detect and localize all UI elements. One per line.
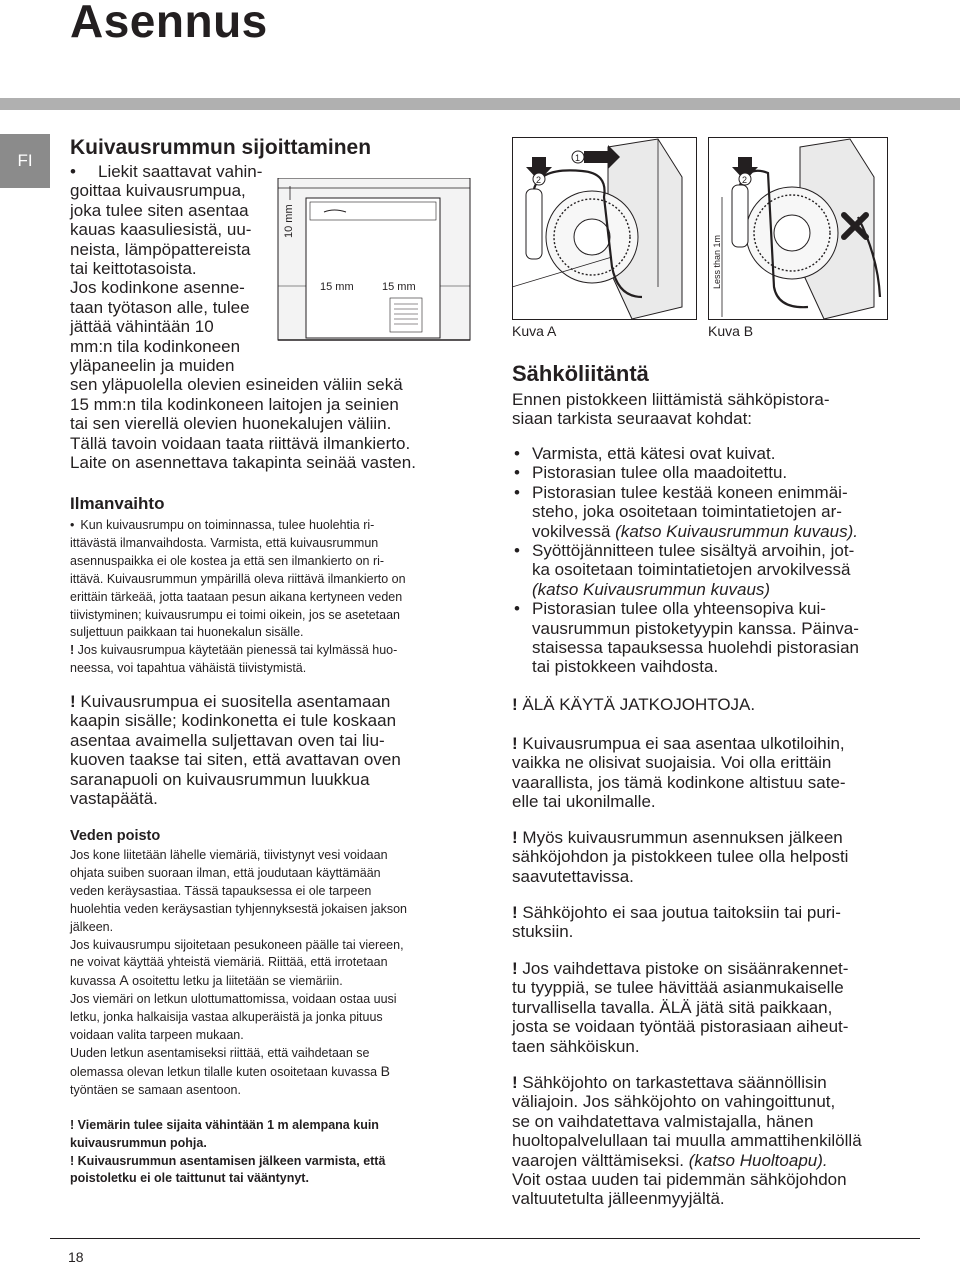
checklist-item: • Pistorasian tulee olla yhteensopiva kui- vausrummun pistoketyypin kanssa. Päinva- staisessa tapauksessa huolehdi pistorasian tai pistokkeen vaihdosta. (512, 599, 922, 677)
placement-line: Liekit saattavat vahin- (98, 162, 263, 181)
placement-line: yläpaneelin ja muiden (70, 356, 235, 376)
warning-mark: ! (512, 695, 518, 714)
gap-left-label: 15 mm (320, 281, 354, 293)
cabinet-warning-line: asentaa avaimella suljettavan oven tai liu- (70, 730, 385, 750)
drain-line: veden keräysastiaa. Tässä tapauksessa ei ole tarpeen (70, 883, 372, 898)
drain-note-line: Viemärin tulee sijaita vähintään 1 m alempana kuin (77, 1117, 379, 1132)
drain-note-line: Kuivausrummun asentamisen jälkeen varmista, että (77, 1153, 386, 1168)
drain-line: osoitettu letku ja liitetään se viemäriin. (132, 974, 343, 989)
ventilation-line: Jos kuivausrumpua käytetään pienessä tai kylmässä huo- (77, 643, 398, 658)
electric-intro-line: siaan tarkista seuraavat kohdat: (512, 409, 753, 429)
placement-line: kauas kaasuliesistä, uu- (70, 220, 252, 240)
page-title: Asennus (70, 0, 268, 47)
section-heading-electric: Sähköliitäntä (512, 361, 649, 386)
placement-text (70, 162, 470, 473)
marker-1: 1 (575, 153, 581, 163)
footer-rule (50, 1238, 920, 1239)
checklist-item: • Pistorasian tulee olla maadoitettu. (512, 463, 922, 482)
ventilation-line: ittävästä ilmanvaihdosta. Varmista, että kuivausrummun (70, 535, 379, 550)
electric-intro-line: Ennen pistokkeen liittämistä sähköpistora- (512, 390, 830, 409)
electric-warning: ! Kuivausrumpua ei saa asentaa ulkotiloihin, vaikka ne olisivat suojaisia. Voi olla erittäin vaarallista, jos tämä kodinkone altistuu sate- elle tai ukonilmalle. (512, 734, 846, 812)
checklist-item: • Syöttöjännitteen tulee sisältyä arvoihin, jot- ka osoitetaan toimintatietojen arvokilvessä (katso Kuivausrummun kuvaus) (512, 541, 922, 599)
ventilation-line: Kun kuivausrumpu on toiminnassa, tulee huolehtia ri- (80, 518, 375, 532)
checklist-item: • Pistorasian tulee kestää koneen enimmäi- steho, joka osoitetaan toimintatietojen ar- vokilvessä (katso Kuivausrummun kuvaus). (512, 483, 922, 541)
electric-intro (512, 390, 912, 429)
figure-b (708, 137, 888, 320)
figure-ref-b: B (380, 1062, 390, 1079)
placement-line: Laite on asennettava takapinta seinää vasten. (70, 453, 416, 473)
gap-top-label: 10 mm (283, 204, 295, 238)
ventilation-text: • Kun kuivausrumpu on toiminnassa, tulee huolehtia ri- ittävästä ilmanvaihdosta. Varmista, että kuivausrummun asennuspaikka ei ole kostea ja että sen ilmankierto on ri- ittävä. Kuivausrummun ympärillä oleva riittävä ilmankierto on erittäin tärkeää, jotta taataan pesun aikana kertyneen veden tiivistyminen; kuivausrumpu ei toimi oikein, jos se asetetaan suljettuun paikkaan tai huonekalun sisälle. ! Jos kuivausrumpua käytetään pienessä tai kylmässä huo- neessa, voi tapahtua vähäistä tiivistymistä. (70, 517, 480, 678)
ventilation-line: asennuspaikka ei ole kostea ja että sen ilmankierto on ri- (70, 553, 385, 568)
placement-line: tai keittotasoista. (70, 259, 197, 279)
drain-line: Jos viemäri on letkun ulottumattomissa, voidaan ostaa uusi (70, 992, 397, 1007)
figure-ref-a: A (119, 972, 129, 989)
marker-2: 2 (536, 175, 542, 185)
drain-note-line: kuivausrummun pohja. (70, 1135, 207, 1150)
cabinet-warning (70, 692, 490, 808)
page-number: 18 (68, 1249, 84, 1265)
placement-line: mm:n tila kodinkoneen (70, 336, 241, 356)
warning-mark: ! (70, 692, 76, 711)
cabinet-warning-line: kuoven taakse tai siten, että avattavan oven (70, 750, 401, 770)
warning-mark: ! (70, 1117, 75, 1132)
cabinet-warning-line: vastapäätä. (70, 789, 158, 809)
cabinet-warning-line: Kuivausrumpua ei suositella asentamaan (80, 692, 391, 711)
ventilation-line: ittävä. Kuivausrummun ympärillä oleva riittävä ilmankierto on (70, 571, 406, 586)
placement-line: taan työtason alle, tulee (70, 297, 250, 317)
drain-line: ne voivat käyttää yhteistä viemäriä. Riittää, että irrotetaan (70, 955, 388, 970)
placement-line: 15 mm:n tila kodinkoneen laitojen ja seinien (70, 394, 399, 414)
placement-line: joka tulee siten asentaa (70, 200, 249, 220)
warning-mark: ! (70, 1153, 75, 1168)
header-rule (0, 98, 960, 110)
drain-line: Jos kone liitetään lähelle viemäriä, tiivistynyt vesi voidaan (70, 848, 388, 862)
drain-line: olemassa olevan letkun tilalle kuten osoitetaan kuvassa (70, 1064, 378, 1079)
figure-b-caption: Kuva B (708, 323, 754, 339)
section-heading-drain: Veden poisto (70, 828, 161, 844)
figure-a-caption: Kuva A (512, 323, 557, 339)
drain-line: Jos kuivausrumpu sijoitetaan pesukoneen päälle tai viereen, (70, 937, 404, 952)
drain-text (70, 847, 480, 1188)
warning-mark: ! (512, 734, 518, 753)
placement-line: Jos kodinkone asenne- (70, 278, 245, 298)
cabinet-warning-line: kaapin sisälle; kodinkonetta ei tule koskaan (70, 711, 397, 731)
warning-mark: ! (512, 903, 518, 922)
electric-warning: ! ÄLÄ KÄYTÄ JATKOJOHTOJA. (512, 695, 756, 714)
warning-mark: ! (512, 1073, 518, 1092)
electric-warning: ! Sähköjohto on tarkastettava säännöllisin väliajoin. Jos sähköjohto on vahingoittunut, se on vaihdatettava valmistajalla, hänen huoltopalvelullaan tai muulla ammattihenkilöllä vaarojen välttämiseksi. (katso Huoltoapu). Voit ostaa uuden tai pidemmän sähköjohdon valtuutetulta jälleenmyyjältä. (512, 1073, 862, 1209)
ventilation-line: erittäin tärkeää, jotta taataan pesun aikana kertyneen veden (70, 589, 403, 604)
checklist-item: • Varmista, että kätesi ovat kuivat. (512, 444, 922, 463)
warning-mark: ! (512, 828, 518, 847)
placement-line: tai sen vierellä olevien huonekalujen väliin. (70, 414, 392, 434)
drain-line: ohjata suiben suoraan ilman, että joudutaan käyttämään (70, 865, 381, 880)
warning-mark: ! (70, 643, 75, 658)
warning-mark: ! (512, 959, 518, 978)
drain-line: letku, jonka halkaisija vastaa alkuperäistä ja jonka pituus (70, 1010, 383, 1025)
section-heading-placement: Kuivausrummun sijoittaminen (70, 136, 372, 159)
electric-warning: ! Jos vaihdettava pistoke on sisäänrakennet- tu tyyppiä, se tulee hävittää asianmukaiselle turvallisella tavalla. ÄLÄ jätä sitä paikkaan, josta se voidaan työntää pistorasiaan aiheut- taen sähköiskun. (512, 959, 849, 1056)
electric-checklist (512, 444, 922, 677)
drain-note-line: poistoletku ei ole taittunut tai vääntynyt. (70, 1171, 309, 1186)
drain-line: Uuden letkun asentamiseksi riittää, että vaihdetaan se (70, 1045, 370, 1060)
distance-note: Less than 1m (712, 234, 722, 289)
placement-line: neista, lämpöpattereista (70, 239, 251, 259)
drain-line: kuvassa (70, 974, 116, 989)
ventilation-line: suljettuun paikkaan tai huonekalun sisälle. (70, 625, 304, 640)
drain-line: jälkeen. (70, 919, 114, 934)
placement-line: goittaa kuivausrumpua, (70, 181, 246, 201)
ventilation-line: neessa, voi tapahtua vähäistä tiivistymistä. (70, 661, 307, 676)
language-tab: FI (0, 134, 50, 188)
marker-2: 2 (742, 175, 748, 185)
ventilation-line: tiivistyminen; kuivausrumpu ei toimi oikein, jos se asetetaan (70, 607, 401, 622)
electric-warning: ! Myös kuivausrummun asennuksen jälkeen sähköjohdon ja pistokkeen tulee olla helposti saavutettavissa. (512, 828, 849, 886)
figure-a (512, 137, 697, 320)
gap-right-label: 15 mm (382, 281, 416, 293)
placement-line: Tällä tavoin voidaan taata riittävä ilmankierto. (70, 433, 411, 453)
placement-line: sen yläpuolella olevien esineiden väliin sekä (70, 375, 403, 395)
drain-line: työntäen se samaan asentoon. (70, 1082, 241, 1097)
section-heading-ventilation: Ilmanvaihto (70, 494, 165, 513)
electric-warning: ! Sähköjohto ei saa joutua taitoksiin tai puri- stuksiin. (512, 903, 841, 942)
drain-line: voidaan valita tarpeen mukaan. (70, 1028, 244, 1043)
drain-line: huolehtia veden keräysastian tyhjennyksestä jokaisen jakson (70, 901, 408, 916)
placement-line: jättää vähintään 10 (70, 317, 214, 337)
cabinet-warning-line: saranapuoli on kuivausrummun luukkua (70, 769, 370, 789)
